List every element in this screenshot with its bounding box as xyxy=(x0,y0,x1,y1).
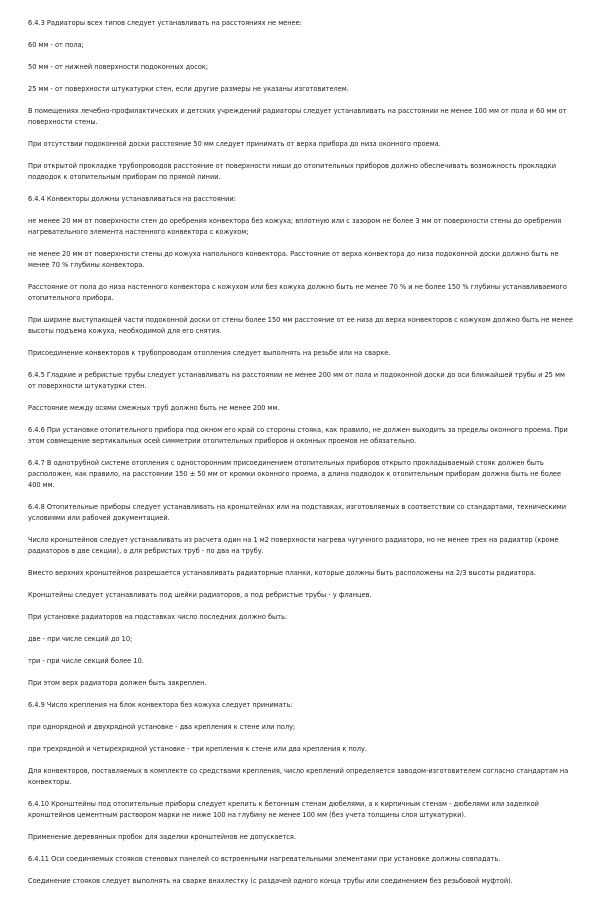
paragraph-single-double-row: при однорядной и двухрядной установке - два крепления к стене или полу; xyxy=(28,723,296,731)
paragraph-wooden-plugs: Применение деревянных пробок для заделки кронштейнов не допускается. xyxy=(28,833,296,841)
paragraph-6-4-5: 6.4.5 Гладкие и ребристые трубы следует устанавливать на расстоянии не менее 200 мм от пола и подоконной доски до оси ближайшей трубы и 25 мм от поверхности штукатурки стен. xyxy=(28,371,565,390)
paragraph-25mm: 25 мм - от поверхности штукатурки стен, если другие размеры не указаны изготовителем. xyxy=(28,85,349,93)
paragraph-no-sill: При отсутствии подоконной доски расстояние 50 мм следует принимать от верха прибора до низа оконного проема. xyxy=(28,140,441,148)
paragraph-bracket-count: Число кронштейнов следует устанавливать из расчета один на 1 м2 поверхности нагрева чугунного радиатора, но не менее трех на радиатор (кроме радиаторов в две секции), а для ребристых труб - по два на трубу. xyxy=(28,536,559,555)
paragraph-60mm: 60 мм - от пола; xyxy=(28,41,84,49)
paragraph-stands-count: При установке радиаторов на подставках число последних должно быть: xyxy=(28,613,288,621)
paragraph-6-4-8: 6.4.8 Отопительные приборы следует устанавливать на кронштейнах или на подставках, изготовляемых в соответствии со стандартами, техническими условиями или рабочей документацией. xyxy=(28,503,567,522)
paragraph-top-fixed: При этом верх радиатора должен быть закреплен. xyxy=(28,679,207,687)
paragraph-supplied-fasteners: Для конвекторов, поставляемых в комплекте со средствами крепления, число креплений определяется заводом-изготовителем согласно стандартам на конвекторы. xyxy=(28,767,569,786)
paragraph-sill-width: При ширине выступающей части подоконной доски от стены более 150 мм расстояние от ее низа до верха конвекторов с кожухом должно быть не менее высоты подъема кожуха, необходимой для его снятия. xyxy=(28,316,573,335)
paragraph-bracket-placement: Кронштейны следует устанавливать под шейки радиаторов, а под ребристые трубы - у фланцев. xyxy=(28,591,372,599)
paragraph-6-4-10: 6.4.10 Кронштейны под отопительные приборы следует крепить к бетонным стенам дюбелями, а к кирпичным стенам - дюбелями или заделкой кронштейнов цементным раствором марки не ниже 100 на глубину не менее 100 мм (без учета толщины слоя штукатурки). xyxy=(28,800,539,819)
paragraph-convector-connection: Присоединение конвекторов к трубопроводам отопления следует выполнять на резьбе или на сварке. xyxy=(28,349,391,357)
paragraph-three-stands: три - при числе секций более 10. xyxy=(28,657,144,665)
paragraph-two-stands: две - при числе секций до 10; xyxy=(28,635,133,643)
paragraph-riser-welding: Соединение стояков следует выполнять на сварке внахлестку (с раздачей одного конца трубы или соединением без резьбовой муфтой). xyxy=(28,877,513,885)
paragraph-6-4-7: 6.4.7 В однотрубной системе отопления с односторонним присоединением отопительных приборов открыто прокладываемый стояк должен быть расположен, как правило, на расстоянии 150 ± 50 мм от кромки оконного проема, а длина подводок к отопительным приборам должна быть не более 400 мм. xyxy=(28,459,562,489)
paragraph-50mm: 50 мм - от нижней поверхности подоконных досок; xyxy=(28,63,209,71)
paragraph-triple-quad-row: при трехрядной и четырехрядной установке - три крепления к стене или два крепления к полу. xyxy=(28,745,368,753)
document-body xyxy=(28,18,573,898)
paragraph-6-4-4: 6.4.4 Конвекторы должны устанавливаться на расстоянии: xyxy=(28,195,236,203)
paragraph-6-4-11: 6.4.11 Оси соединяемых стояков стеновых панелей со встроенными нагревательными элементами при установке должны совпадать. xyxy=(28,855,501,863)
paragraph-floor-distance: Расстояние от пола до низа настенного конвектора с кожухом или без кожуха должно быть не менее 70 % и не более 150 % глубины устанавливаемого отопительного прибора. xyxy=(28,283,567,302)
paragraph-convector-no-casing: не менее 20 мм от поверхности стен до оребрения конвектора без кожуха; вплотную или с зазором не более 3 мм от поверхности стены до оребрения нагревательного элемента настенного конвектора с кожухом; xyxy=(28,217,562,236)
paragraph-radiator-strips: Вместо верхних кронштейнов разрешается устанавливать радиаторные планки, которые должны быть расположены на 2/3 высоты радиатора. xyxy=(28,569,536,577)
paragraph-medical-institutions: В помещениях лечебно-профилактических и детских учреждений радиаторы следует устанавливать на расстоянии не менее 100 мм от пола и 60 мм от поверхности стены. xyxy=(28,107,567,126)
paragraph-6-4-9: 6.4.9 Число крепления на блок конвектора без кожуха следует принимать: xyxy=(28,701,293,709)
paragraph-open-piping: При открытой прокладке трубопроводов расстояние от поверхности ниши до отопительных приборов должно обеспечивать возможность прокладки подводок к отопительным приборам по прямой линии. xyxy=(28,162,556,181)
paragraph-6-4-3: 6.4.3 Радиаторы всех типов следует устанавливать на расстояниях не менее: xyxy=(28,19,302,27)
paragraph-pipe-spacing: Расстояние между осями смежных труб должно быть не менее 200 мм. xyxy=(28,404,280,412)
paragraph-6-4-6: 6.4.6 При установке отопительного прибора под окном его край со стороны стояка, как правило, не должен выходить за пределы оконного проема. При этом совмещение вертикальных осей симметрии отопительных приборов и оконных проемов не обязательно. xyxy=(28,426,568,445)
paragraph-floor-convector: не менее 20 мм от поверхности стены до кожуха напольного конвектора. Расстояние от верха конвектора до низа подоконной доски должно быть не менее 70 % глубины конвектора. xyxy=(28,250,559,269)
